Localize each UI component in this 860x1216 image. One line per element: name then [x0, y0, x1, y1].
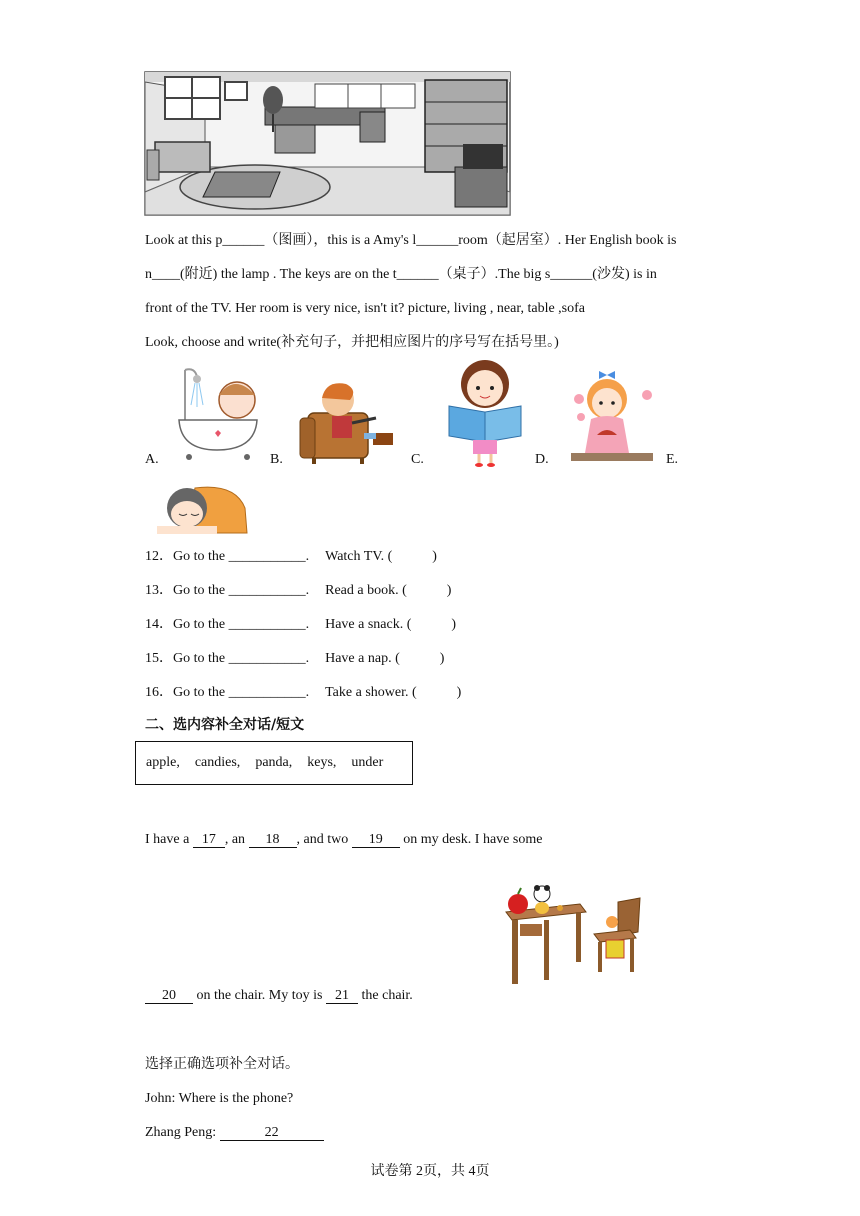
blank-21[interactable]: 21: [326, 989, 358, 1004]
dialog-line-zhang-peng: [145, 1124, 324, 1142]
bath-girl-picture: [175, 365, 260, 465]
cloze-text: , an: [224, 832, 249, 847]
option-label-d: D.: [535, 452, 549, 467]
question-lead: Go to the: [173, 651, 226, 666]
cloze-text: the chair.: [358, 988, 413, 1003]
question-lead: Go to the: [173, 583, 226, 598]
person-napping-picture: [155, 478, 250, 536]
question-action: Have a snack. (: [325, 617, 412, 632]
girl-eating-snack-picture: [567, 365, 657, 467]
question-lead: Go to the: [173, 549, 226, 564]
question-16: [145, 684, 461, 702]
instruction-look-choose-write: Look, choose and write(补充句子，并把相应图片的序号写在括号里。): [145, 335, 559, 350]
question-action: Have a nap. (: [325, 651, 400, 666]
cloze-text: , and two: [296, 832, 352, 847]
blank-19[interactable]: 19: [352, 833, 400, 848]
word-bank-item: under: [351, 755, 384, 770]
passage-line-2: n____(附近) the lamp . The keys are on the t______（桌子）.The big s______(沙发) is in: [145, 267, 657, 282]
passage-line-1: Look at this p______（图画），this is a Amy's l______room（起居室）. Her English book is: [145, 233, 677, 248]
question-number: 16．: [145, 685, 173, 700]
page-footer: 试卷第 2页，共 4页: [370, 1164, 490, 1179]
desk-chair-toys-picture: [500, 882, 645, 987]
question-number: 13．: [145, 583, 173, 598]
word-bank-box: [135, 741, 413, 785]
question-action: Watch TV. (: [325, 549, 393, 564]
option-label-e: E.: [666, 452, 679, 467]
answer-blank[interactable]: ___________.: [228, 549, 310, 564]
passage-line-3: front of the TV. Her room is very nice, isn't it? picture, living , near, table ,sofa: [145, 301, 585, 316]
close-paren: ): [451, 617, 457, 632]
option-label-b: B.: [270, 452, 283, 467]
close-paren: ): [432, 549, 437, 564]
girl-reading-book-picture: [445, 358, 525, 468]
cloze-text: on the chair. My toy is: [193, 988, 326, 1003]
question-lead: Go to the: [173, 685, 226, 700]
question-lead: Go to the: [173, 617, 226, 632]
question-number: 12．: [145, 549, 173, 564]
close-paren: ): [439, 651, 445, 666]
answer-blank[interactable]: ___________.: [228, 583, 310, 598]
question-action: Take a shower. (: [325, 685, 417, 700]
question-13: [145, 582, 451, 600]
speaker-name: Zhang Peng:: [145, 1125, 220, 1140]
answer-blank[interactable]: ___________.: [228, 617, 310, 632]
blank-17[interactable]: 17: [193, 833, 225, 848]
dialog-instruction: 选择正确选项补全对话。: [145, 1057, 299, 1072]
question-14: [145, 616, 456, 634]
question-15: [145, 650, 444, 668]
answer-blank[interactable]: ___________.: [228, 685, 310, 700]
option-label-a: A.: [145, 452, 159, 467]
question-12: [145, 548, 437, 566]
close-paren: ): [446, 583, 452, 598]
question-number: 14．: [145, 617, 173, 632]
section-2-heading: 二、选内容补全对话/短文: [145, 717, 305, 733]
cloze-text: on my desk. I have some: [399, 832, 543, 847]
cloze-text: I have a: [145, 832, 193, 847]
option-label-c: C.: [411, 452, 424, 467]
boy-watching-tv-picture: [298, 378, 398, 466]
blank-18[interactable]: 18: [249, 833, 297, 848]
question-number: 15．: [145, 651, 173, 666]
word-bank-item: panda,: [255, 755, 293, 770]
word-bank-item: candies,: [194, 755, 241, 770]
living-room-illustration: [145, 72, 510, 215]
dialog-line-john: John: Where is the phone?: [145, 1091, 294, 1106]
blank-22[interactable]: 22: [220, 1126, 324, 1141]
cloze-line-1: [145, 831, 542, 849]
close-paren: ): [456, 685, 462, 700]
blank-20[interactable]: 20: [145, 989, 193, 1004]
cloze-line-2: [145, 987, 413, 1005]
answer-blank[interactable]: ___________.: [228, 651, 310, 666]
question-action: Read a book. (: [325, 583, 407, 598]
word-bank-item: keys,: [307, 755, 337, 770]
word-bank-item: apple,: [146, 755, 180, 770]
